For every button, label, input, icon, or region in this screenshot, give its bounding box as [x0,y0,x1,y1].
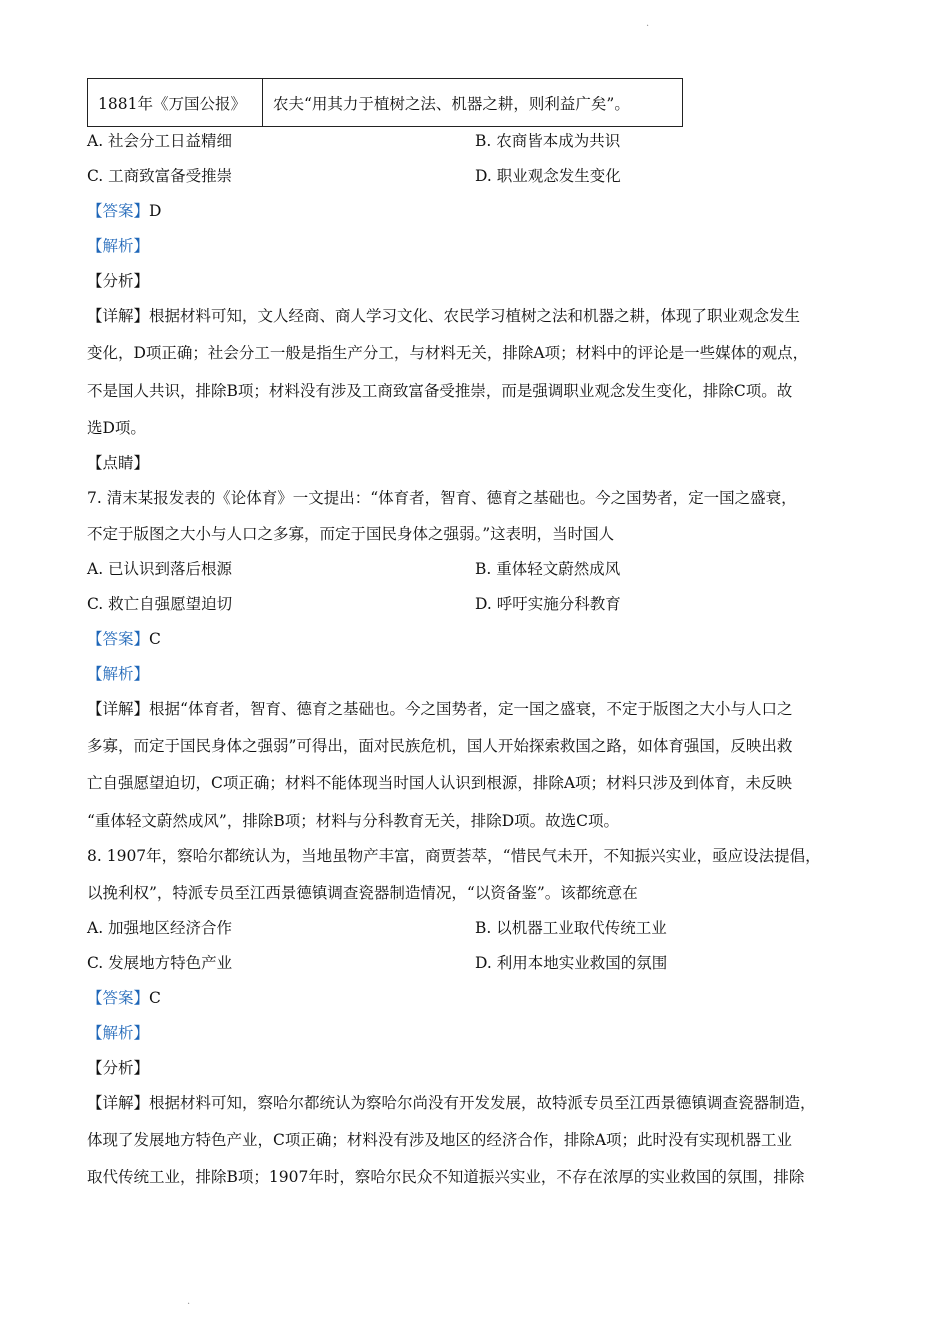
q6-option-d: D. 职业观念发生变化 [475,167,621,185]
q6-answer [87,201,161,221]
answer-value: C [149,989,161,1007]
q7-detail-line-2: 多寡，而定于国民身体之强弱”可得出，面对民族危机，国人开始探索救国之路，如体育强国，反映出救 [87,737,793,755]
q8-option-b: B. 以机器工业取代传统工业 [475,919,667,937]
q6-analysis-tag: 【解析】 [87,237,150,255]
q7-analysis-tag: 【解析】 [87,665,150,683]
q7-stem-line-1: 7. 清末某报发表的《论体育》一文提出：“体育者，智育、德育之基础也。今之国势者，定一国之盛衰， [87,489,797,507]
answer-tag: 【答案】 [87,202,150,220]
q6-detail-line-2: 变化，D项正确；社会分工一般是指生产分工，与材料无关，排除A项；材料中的评论是一些媒体的观点， [87,344,809,362]
q7-detail-line-3: 亡自强愿望迫切，C项正确；材料不能体现当时国人认识到根源，排除A项；材料只涉及到体育，未反映 [87,774,793,792]
q6-option-b: B. 农商皆本成为共识 [475,132,621,150]
answer-tag: 【答案】 [87,989,150,1007]
page-mark-dot: · [187,1299,191,1310]
detail-tag: 【详解】 [87,700,150,718]
q8-stem-line-1: 8. 1907年，察哈尔都统认为，当地虽物产丰富，商贾荟萃，“惜民气未开，不知振兴实业，亟应设法提倡， [87,847,821,865]
q6-detail-line-3: 不是国人共识，排除B项；材料没有涉及工商致富备受推崇，而是强调职业观念发生变化，排除C项。故 [87,382,793,400]
detail-tag: 【详解】 [87,1094,150,1112]
q6-fenxi-tag: 【分析】 [87,272,150,290]
answer-value: D [149,202,162,220]
q6-dianjing-tag: 【点睛】 [87,454,150,472]
q6-option-c: C. 工商致富备受推崇 [87,167,233,185]
q7-detail-line-1: 【详解】根据“体育者，智育、德育之基础也。今之国势者，定一国之盛衰，不定于版图之大小与人口之 [87,700,793,718]
q7-option-d: D. 呼吁实施分科教育 [475,595,621,613]
q6-detail-line-4: 选D项。 [87,419,146,437]
q7-stem-line-2: 不定于版图之大小与人口之多寡，而定于国民身体之强弱。”这表明，当时国人 [87,525,615,543]
q7-answer [87,629,161,649]
q8-answer [87,988,161,1008]
q8-detail-line-1: 【详解】根据材料可知，察哈尔都统认为察哈尔尚没有开发发展，故特派专员至江西景德镇调查瓷器制造， [87,1094,816,1112]
q6-option-a: A. 社会分工日益精细 [87,132,233,150]
q6-detail-line-1: 【详解】根据材料可知，文人经商、商人学习文化、农民学习植树之法和机器之耕，体现了职业观念发生 [87,307,801,325]
q7-option-b: B. 重体轻文蔚然成风 [475,560,621,578]
q8-option-c: C. 发展地方特色产业 [87,954,233,972]
q7-detail-line-4: “重体轻文蔚然成风”，排除B项；材料与分科教育无关，排除D项。故选C项。 [87,812,620,830]
detail-tag: 【详解】 [87,307,150,325]
q7-option-c: C. 救亡自强愿望迫切 [87,595,233,613]
answer-value: C [149,630,161,648]
q8-stem-line-2: 以挽利权”，特派专员至江西景德镇调查瓷器制造情况，“以资备鉴”。该都统意在 [87,884,638,902]
page-mark-dot: · [646,21,650,32]
table-cell-source: 1881年《万国公报》 [88,79,263,127]
q8-option-d: D. 利用本地实业救国的氛围 [475,954,668,972]
q8-detail-line-2: 体现了发展地方特色产业，C项正确；材料没有涉及地区的经济合作，排除A项；此时没有实现机器工业 [87,1131,793,1149]
q8-detail-line-3: 取代传统工业，排除B项；1907年时，察哈尔民众不知道振兴实业，不存在浓厚的实业救国的氛围，排除 [87,1168,805,1186]
answer-tag: 【答案】 [87,630,150,648]
source-table [87,78,683,127]
q8-option-a: A. 加强地区经济合作 [87,919,233,937]
q8-analysis-tag: 【解析】 [87,1024,150,1042]
q7-option-a: A. 已认识到落后根源 [87,560,233,578]
q8-fenxi-tag: 【分析】 [87,1059,150,1077]
table-cell-content: 农夫“用其力于植树之法、机器之耕，则利益广矣”。 [263,79,683,127]
table-row [88,79,683,127]
